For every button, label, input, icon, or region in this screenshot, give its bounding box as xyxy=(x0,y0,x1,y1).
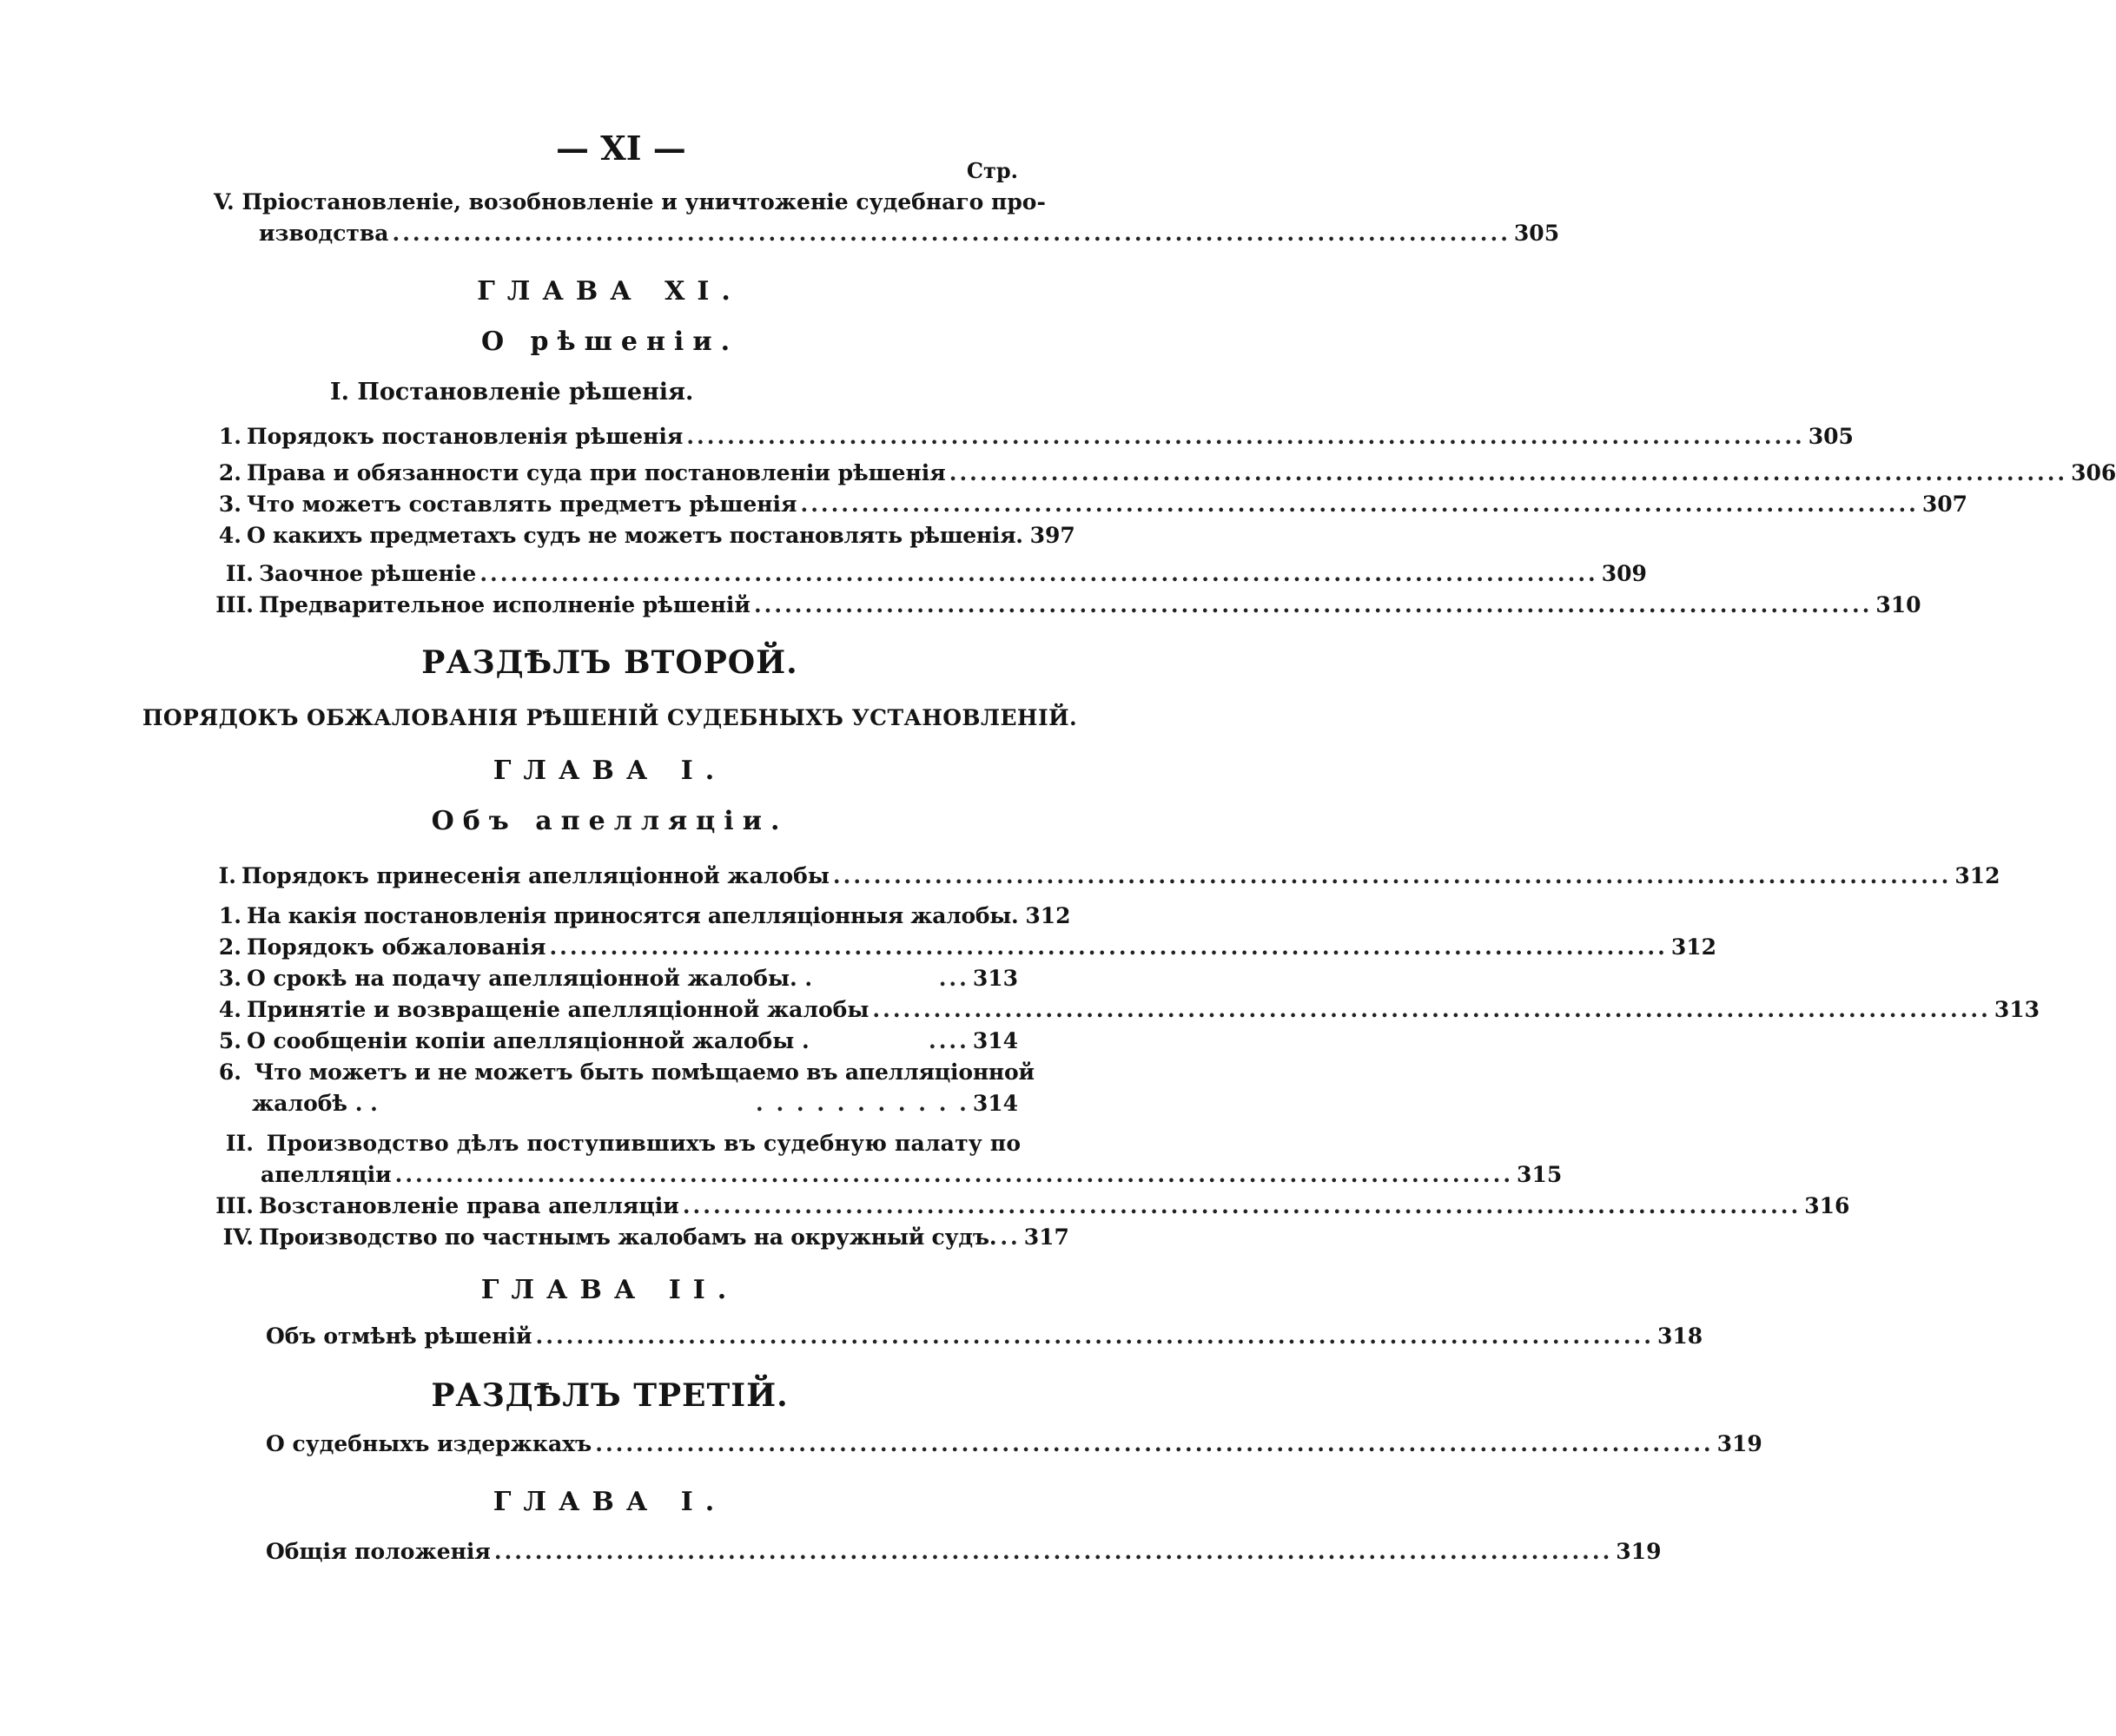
toc-entry-page: 314 xyxy=(972,1028,1018,1053)
dot-leader: .............................................................................................................. xyxy=(549,934,1668,960)
toc-entry-num: 2. xyxy=(218,934,241,960)
toc-entry-text: О какихъ предметахъ судъ не можетъ постановлять рѣшенія. xyxy=(247,523,1023,548)
toc-entry-text: изводства xyxy=(259,221,389,246)
dot-leader: .............................................................................................................. xyxy=(872,997,1991,1022)
toc-entry-page: 312 xyxy=(1670,934,1717,960)
dot-leader: .. xyxy=(1000,1224,1021,1250)
toc-entry-text: жалобѣ . . xyxy=(252,1091,378,1116)
toc-entry xyxy=(266,1323,1703,1349)
toc-entry-text: Принятіе и возвращеніе апелляціонной жалобы xyxy=(247,997,870,1022)
toc-entry-num: 1. xyxy=(218,903,241,928)
dot-leader: .............................................................................................................. xyxy=(493,1539,1613,1564)
toc-entry-num: 4. xyxy=(218,997,241,1022)
chapter-heading: ГЛАВА II. xyxy=(480,1275,739,1305)
toc-entry xyxy=(215,863,2000,888)
toc-entry-text: О срокѣ на подачу апелляціонной жалобы. . xyxy=(247,966,813,991)
toc-entry-page: 307 xyxy=(1921,492,1968,517)
page-number: — XI — xyxy=(556,129,686,168)
dot-leader: .............................................................................................................. xyxy=(800,492,1919,517)
dot-leader: .............................................................................................................. xyxy=(394,1162,1514,1187)
toc-entry-num: 5. xyxy=(218,1028,241,1053)
dot-leader: .............................................................................................................. xyxy=(479,561,1598,586)
toc-entry-ii-line1 xyxy=(215,1131,1021,1156)
toc-entry xyxy=(208,997,2040,1022)
dot-leader: .............................................................................................................. xyxy=(682,1193,1802,1218)
toc-entry-text: Порядокъ обжалованія xyxy=(247,934,546,960)
dot-leader: .............................................................................................................. xyxy=(949,460,2068,485)
section-title: ПОРЯДОКЪ ОБЖАЛОВАНІЯ РѢШЕНІЙ СУДЕБНЫХЪ УСТАНОВЛЕНІЙ. xyxy=(142,705,1078,730)
dot-leader: .............................................................................................................. xyxy=(832,863,1952,888)
toc-entry-num: 4. xyxy=(218,523,241,548)
toc-entry-page: 309 xyxy=(1601,561,1647,586)
chapter-title: Объ апелляціи. xyxy=(431,806,789,836)
toc-entry-page: 313 xyxy=(1994,997,2040,1022)
dot-leader: .............................................................................................................. xyxy=(753,592,1873,617)
toc-entry-page: 306 xyxy=(2071,460,2116,485)
toc-entry-num: III. xyxy=(215,1193,254,1218)
dot-leader: . . . . . . . . . . . xyxy=(756,1091,969,1116)
toc-entry-page: 316 xyxy=(1804,1193,1850,1218)
toc-entry-text: Производство по частнымъ жалобамъ на окружный судъ. xyxy=(259,1224,997,1250)
toc-entry xyxy=(208,1193,1850,1218)
toc-entry-num: 3. xyxy=(218,966,241,991)
toc-entry-text: На какія постановленія приносятся апелляціонныя жалобы. xyxy=(247,903,1019,928)
toc-entry-num: 6. xyxy=(218,1059,241,1085)
dot-leader: .............................................................................................................. xyxy=(535,1323,1654,1349)
dot-leader: .............................................................................................................. xyxy=(595,1431,1714,1456)
toc-entry xyxy=(208,460,2116,485)
toc-entry-page: 314 xyxy=(972,1091,1018,1116)
toc-entry-page: 310 xyxy=(1875,592,1921,617)
toc-entry-num: V. xyxy=(214,189,235,215)
subsection-heading: I. Постановленіе рѣшенія. xyxy=(330,379,694,406)
toc-entry-page: 312 xyxy=(1025,903,1071,928)
toc-entry-text: О судебныхъ издержкахъ xyxy=(266,1431,592,1456)
chapter-title: О рѣшеніи. xyxy=(480,327,739,357)
chapter-heading: ГЛАВА I. xyxy=(493,1487,727,1517)
chapter-heading: ГЛАВА XI. xyxy=(477,276,743,307)
toc-entry-text: Пріостановленіе, возобновленіе и уничтоженіе судебнаго про- xyxy=(241,189,1046,215)
toc-entry xyxy=(208,424,1854,449)
dot-leader: .............................................................................................................. xyxy=(392,221,1511,246)
toc-entry-page: 318 xyxy=(1656,1323,1703,1349)
toc-entry-page: 305 xyxy=(1513,221,1560,246)
toc-entry-page: 312 xyxy=(1954,863,2000,888)
toc-entry-text: Заочное рѣшеніе xyxy=(259,561,477,586)
toc-entry xyxy=(208,1028,1018,1053)
toc-entry-text: апелляціи xyxy=(261,1162,392,1187)
toc-entry-num: 3. xyxy=(218,492,241,517)
dot-leader: .............................................................................................................. xyxy=(686,424,1805,449)
toc-entry-text: Возстановленіе права апелляціи xyxy=(259,1193,679,1218)
toc-entry xyxy=(208,592,1921,617)
toc-entry-page: 313 xyxy=(972,966,1018,991)
toc-entry-text: Права и обязанности суда при постановленіи рѣшенія xyxy=(247,460,946,485)
toc-entry-num: IV. xyxy=(222,1224,254,1250)
toc-entry-text: Объ отмѣнѣ рѣшеній xyxy=(266,1323,532,1349)
toc-entry xyxy=(208,903,1071,928)
toc-entry-v-line1 xyxy=(214,189,1046,215)
toc-entry xyxy=(208,1224,1069,1250)
toc-entry-text: Порядокъ принесенія апелляціонной жалобы xyxy=(241,863,830,888)
toc-entry xyxy=(208,561,1647,586)
toc-entry-page: 315 xyxy=(1517,1162,1563,1187)
toc-entry-text: Что можетъ и не можетъ быть помѣщаемо въ апелляціонной xyxy=(254,1059,1035,1085)
toc-entry xyxy=(208,934,1717,960)
dot-leader: ... xyxy=(938,966,969,991)
toc-entry-page: 305 xyxy=(1808,424,1854,449)
toc-entry-text: О сообщеніи копіи апелляціонной жалобы . xyxy=(247,1028,810,1053)
toc-entry-text: Общія положенія xyxy=(266,1539,491,1564)
toc-entry-page: 319 xyxy=(1616,1539,1662,1564)
toc-entry-6-line1 xyxy=(208,1059,1035,1085)
toc-entry xyxy=(266,1539,1662,1564)
toc-entry-text: Порядокъ постановленія рѣшенія xyxy=(247,424,684,449)
toc-entry-6-line2 xyxy=(252,1091,1018,1116)
toc-entry xyxy=(208,966,1018,991)
section-heading: РАЗДѢЛЪ ВТОРОЙ. xyxy=(421,644,798,681)
page-column-label: Стр. xyxy=(966,158,1018,183)
toc-entry-page: 397 xyxy=(1029,523,1075,548)
toc-entry-ii-line2 xyxy=(261,1162,1563,1187)
toc-entry xyxy=(266,1431,1762,1456)
toc-entry xyxy=(208,492,1968,517)
section-heading: РАЗДѢЛЪ ТРЕТІЙ. xyxy=(431,1377,789,1414)
toc-entry-text: Производство дѣлъ поступившихъ въ судебную палату по xyxy=(266,1131,1022,1156)
toc-entry-v-line2 xyxy=(259,221,1560,246)
toc-entry-text: Что можетъ составлять предметъ рѣшенія xyxy=(247,492,797,517)
toc-entry-num: II. xyxy=(225,561,254,586)
toc-entry-num: I. xyxy=(218,863,236,888)
toc-entry-page: 317 xyxy=(1023,1224,1069,1250)
toc-entry-num: II. xyxy=(225,1131,254,1156)
chapter-heading: ГЛАВА I. xyxy=(493,756,727,786)
toc-entry xyxy=(208,523,1075,548)
toc-entry-num: III. xyxy=(215,592,254,617)
toc-entry-num: 2. xyxy=(218,460,241,485)
toc-entry-num: 1. xyxy=(218,424,241,449)
toc-entry-page: 319 xyxy=(1716,1431,1762,1456)
dot-leader: .... xyxy=(928,1028,969,1053)
toc-entry-text: Предварительное исполненіе рѣшеній xyxy=(259,592,751,617)
